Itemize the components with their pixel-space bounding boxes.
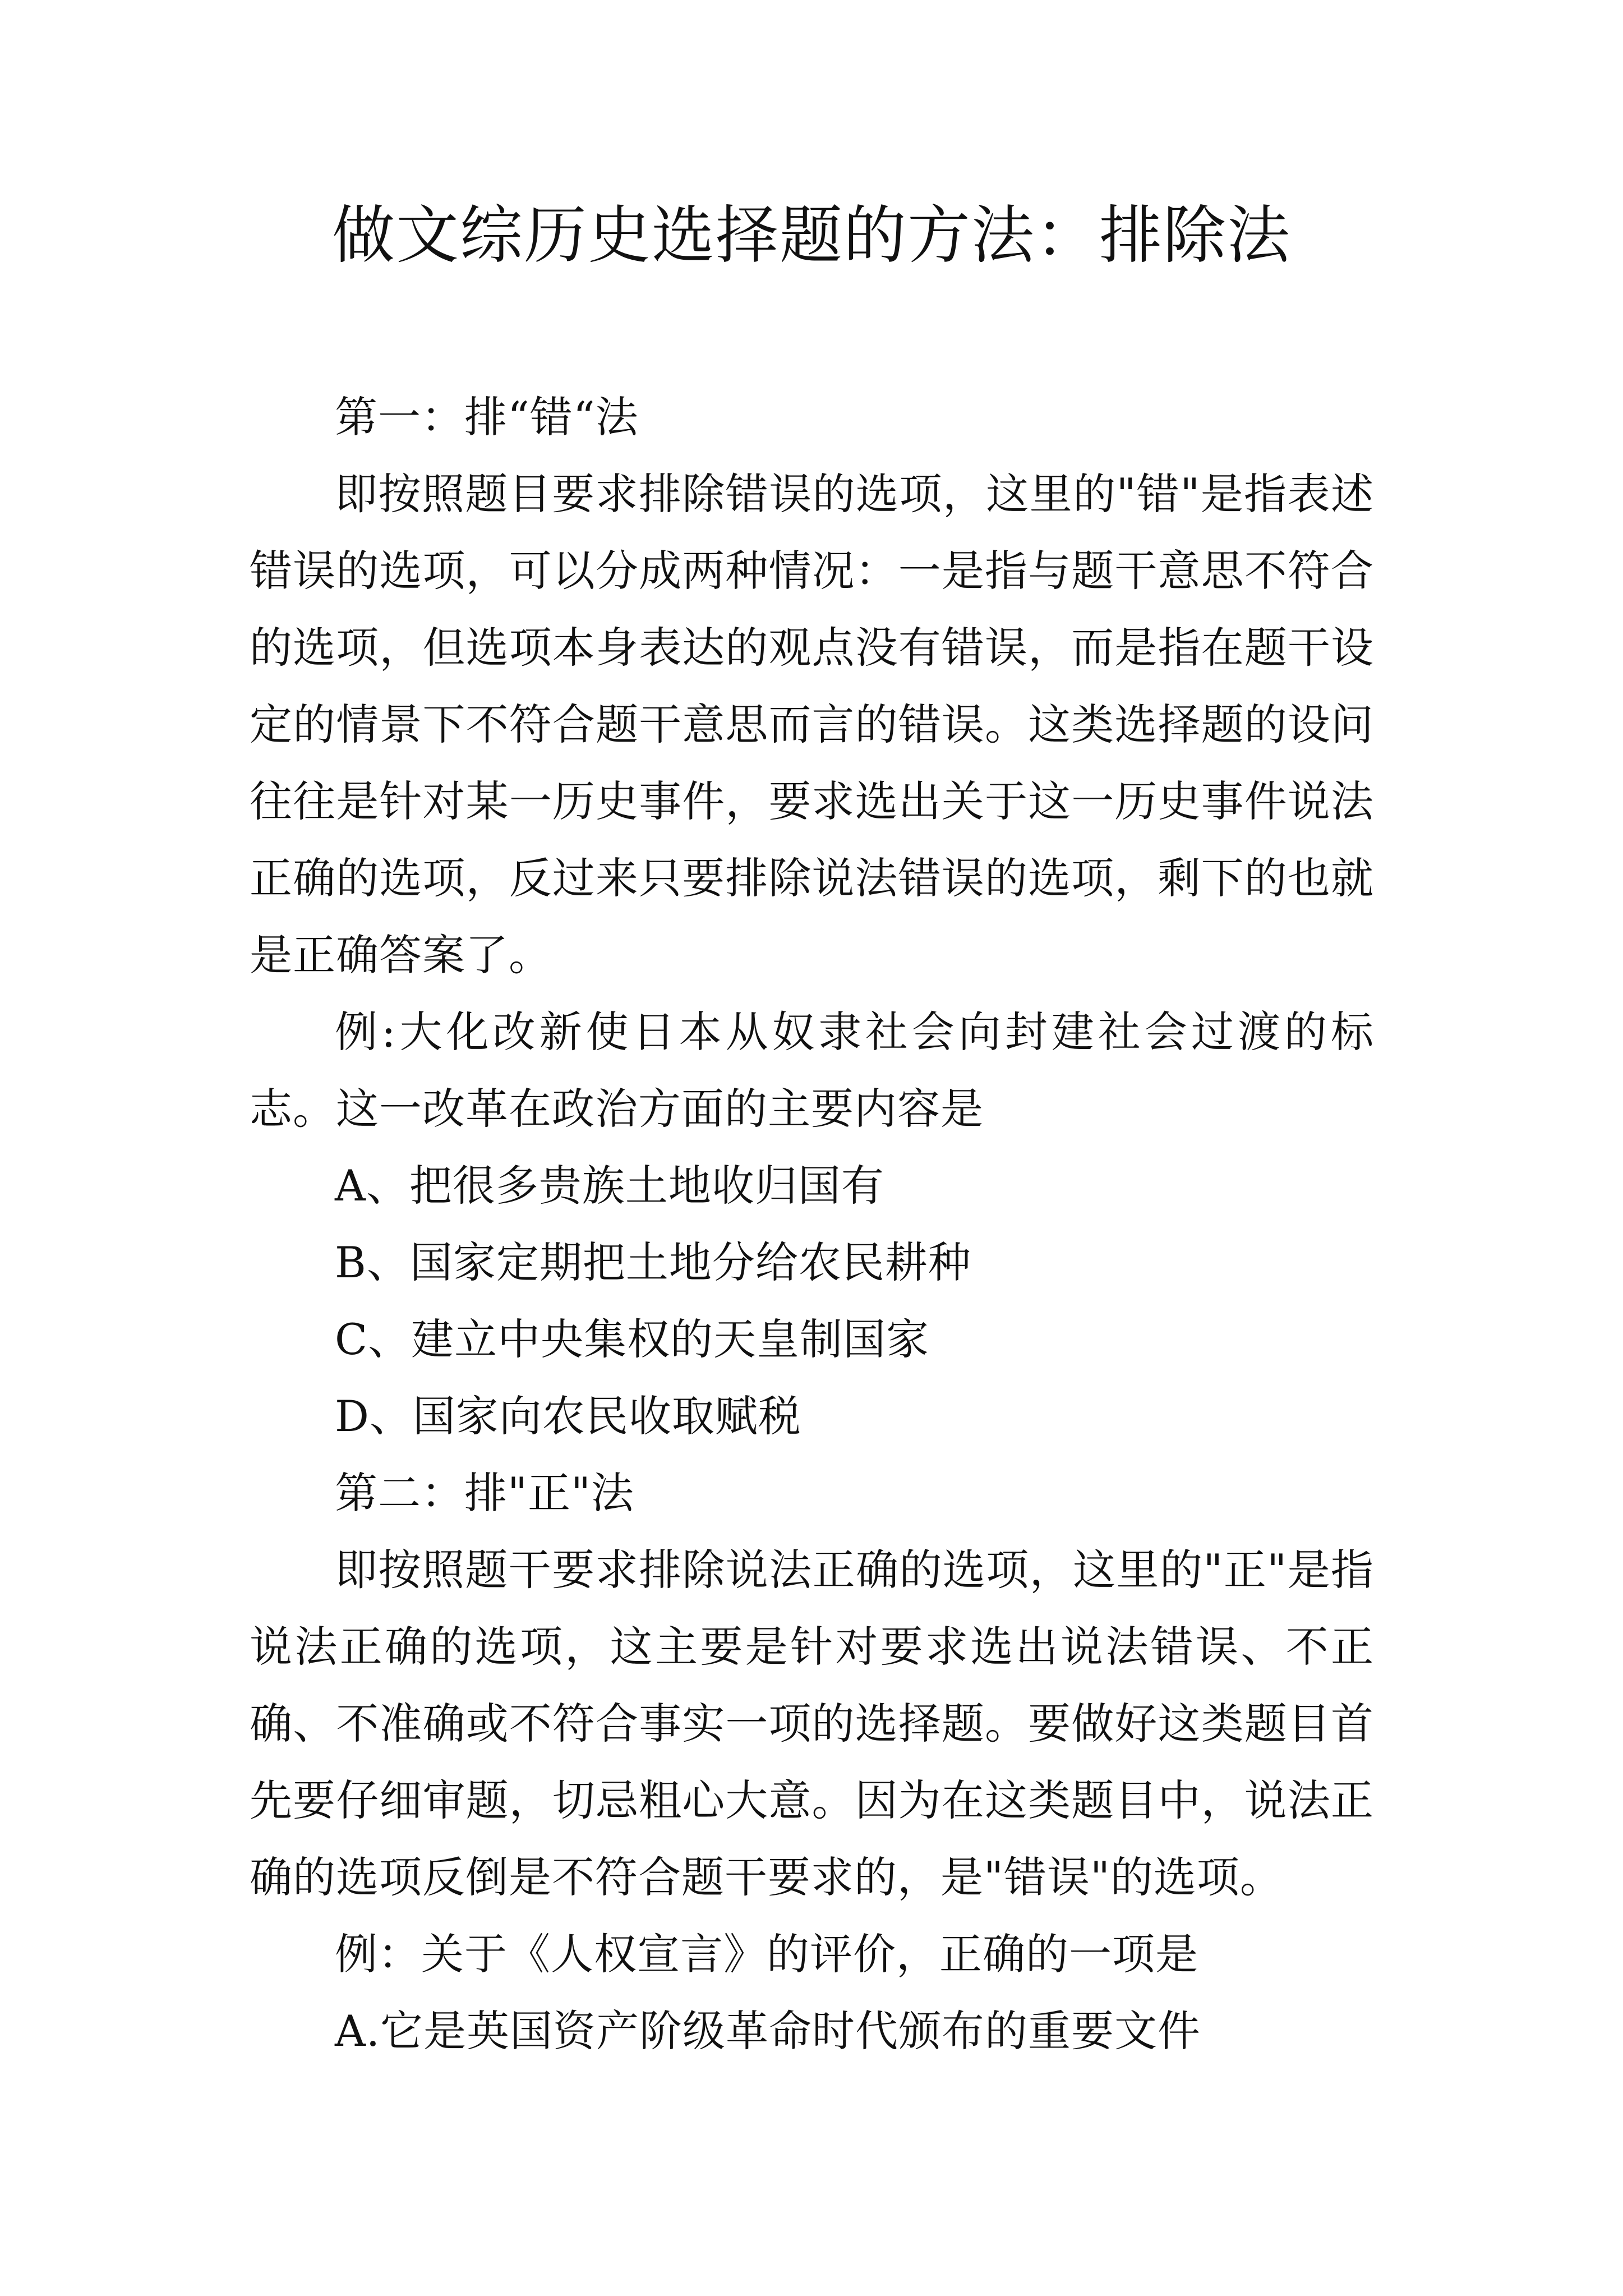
example-question-1: 例:大化改新使日本从奴隶社会向封建社会过渡的标志。这一改革在政治方面的主要内容是 [250, 1007, 1374, 1134]
paragraph-2: 即按照题干要求排除说法正确的选项，这里的"正"是指说法正确的选项，这主要是针对要求选出说法错误、不正确、不准确或不符合事实一项的选择题。要做好这类题目首先要仔细审题，切忌粗心大意。因为在这类题目中，说法正确的选项反倒是不符合题干要求的，是"错误"的选项。 [250, 1545, 1374, 1902]
document-body [250, 379, 1374, 2069]
option-c-1: C、建立中央集权的天皇制国家 [335, 1314, 930, 1364]
section-heading-2: 第二：排"正"法 [335, 1468, 634, 1518]
document-title: 做文综历史选择题的方法：排除法 [332, 199, 1291, 272]
option-a-2: A.它是英国资产阶级革命时代颁布的重要文件 [335, 2006, 1201, 2056]
example-question-2: 例：关于《人权宣言》的评价，正确的一项是 [335, 1929, 1198, 1979]
option-d-1: D、国家向农民收取赋税 [335, 1391, 801, 1441]
paragraph-1: 即按照题目要求排除错误的选项，这里的"错"是指表述错误的选项，可以分成两种情况：一是指与题干意思不符合的选项，但选项本身表达的观点没有错误，而是指在题干设定的情景下不符合题干意思而言的错误。这类选择题的设问往往是针对某一历史事件，要求选出关于这一历史事件说法正确的选项，反过来只要排除说法错误的选项，剩下的也就是正确答案了。 [250, 469, 1374, 980]
option-b-1: B、国家定期把土地分给农民耕种 [335, 1237, 971, 1287]
section-heading-1: 第一：排“错“法 [335, 392, 639, 442]
option-a-1: A、把很多贵族土地收归国有 [335, 1161, 884, 1211]
